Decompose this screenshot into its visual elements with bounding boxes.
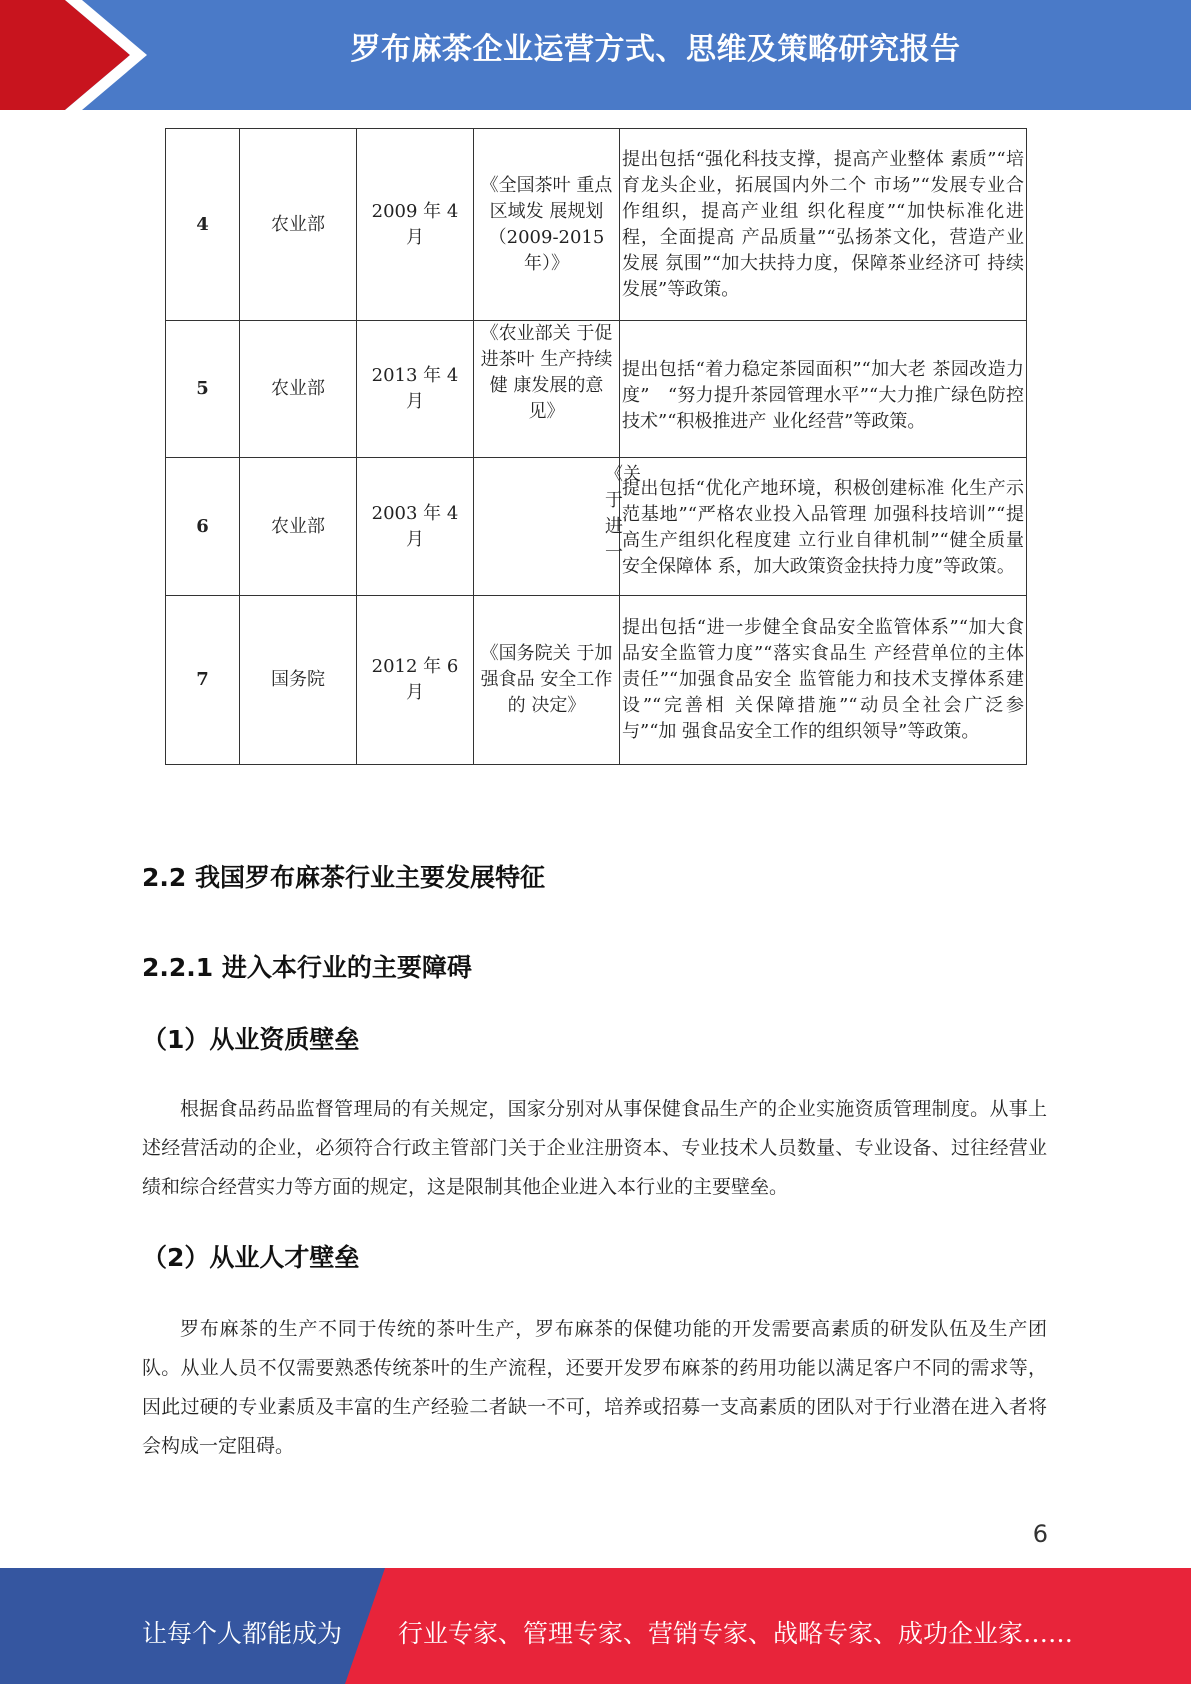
row-document-text: 《关于进一 xyxy=(605,464,641,563)
paragraph-talent: 罗布麻茶的生产不同于传统的茶叶生产，罗布麻茶的保健功能的开发需要高素质的研发队伍及生产团队。从业人员不仅需要熟悉传统茶叶的生产流程，还要开发罗布麻茶的药用功能以满足客户不同的需求等，因此过硬的专业素质及丰富的生产经验二者缺一不可，培养或招募一支高素质的团队对于行业潜在进入者将会构成一定阻碍。 xyxy=(142,1318,1047,1457)
header-bar xyxy=(0,0,1191,110)
policy-table xyxy=(165,128,1027,765)
row-number: 7 xyxy=(166,596,240,765)
subheading-qualification: （1）从业资质壁垒 xyxy=(142,1025,360,1054)
table-row xyxy=(166,458,1027,596)
row-document: 《国务院关 于加强食品 安全工作的 决定》 xyxy=(474,596,620,765)
row-description: 提出包括“着力稳定茶园面积”“加大老 茶园改造力度” “努力提升茶园管理水平”“大力推广绿色防控技术”“积极推进产 业化经营”等政策。 xyxy=(620,321,1027,458)
row-number: 4 xyxy=(166,129,240,321)
table-row xyxy=(166,596,1027,765)
row-number: 5 xyxy=(166,321,240,458)
row-date: 2003 年 4 月 xyxy=(357,458,474,596)
row-department: 农业部 xyxy=(240,321,357,458)
row-date: 2009 年 4 月 xyxy=(357,129,474,321)
row-number: 6 xyxy=(166,458,240,596)
footer-slogan-right: 行业专家、管理专家、营销专家、战略专家、成功企业家…… xyxy=(398,1619,1074,1648)
row-date: 2013 年 4 月 xyxy=(357,321,474,458)
subsection-heading: 2.2.1 进入本行业的主要障碍 xyxy=(142,953,472,982)
row-department: 农业部 xyxy=(240,458,357,596)
footer-slogan-left: 让每个人都能成为 xyxy=(142,1619,343,1648)
header-chevron-decoration xyxy=(0,0,160,110)
row-department: 国务院 xyxy=(240,596,357,765)
row-description: 提出包括“强化科技支撑，提高产业整体 素质”“培育龙头企业，拓展国内外二个 市场”“发展专业合作组织，提高产业组 织化程度”“加快标准化进程，全面提高 产品质量”“弘扬茶文化，营造产业发展 氛围”“加大扶持力度，保障茶业经济可 持续发展”等政策。 xyxy=(620,129,1027,321)
row-date: 2012 年 6 月 xyxy=(357,596,474,765)
subheading-talent: （2）从业人才壁垒 xyxy=(142,1243,360,1272)
row-description: 提出包括“进一步健全食品安全监管体系”“加大食品安全监管力度”“落实食品生 产经营单位的主体责任”“加强食品安全 监管能力和技术支撑体系建设”“完善相 关保障措施”“动员全社会广泛参与”“加 强食品安全工作的组织领导”等政策。 xyxy=(620,596,1027,765)
row-document: 《农业部关 于促进茶叶 生产持续健 康发展的意 见》 xyxy=(474,321,620,458)
table-row xyxy=(166,129,1027,321)
row-department: 农业部 xyxy=(240,129,357,321)
section-heading: 2.2 我国罗布麻茶行业主要发展特征 xyxy=(142,863,545,892)
row-document xyxy=(474,458,641,596)
paragraph-qualification: 根据食品药品监督管理局的有关规定，国家分别对从事保健食品生产的企业实施资质管理制度。从事上述经营活动的企业，必须符合行政主管部门关于企业注册资本、专业技术人员数量、专业设备、过往经营业绩和综合经营实力等方面的规定，这是限制其他企业进入本行业的主要壁垒。 xyxy=(142,1098,1047,1198)
row-description: 提出包括“优化产地环境，积极创建标准 化生产示范基地”“严格农业投入品管理 加强科技培训”“提高生产组织化程度建 立行业自律机制”“健全质量安全保障体 系，加大政策资金扶持力度”等政策。 xyxy=(620,458,1027,596)
row-document: 《全国茶叶 重点区域发 展规划（2009-2015 年）》 xyxy=(474,129,620,321)
table-row xyxy=(166,321,1027,458)
page-number: 6 xyxy=(1032,1520,1048,1548)
header-title: 罗布麻茶企业运营方式、思维及策略研究报告 xyxy=(350,32,961,67)
